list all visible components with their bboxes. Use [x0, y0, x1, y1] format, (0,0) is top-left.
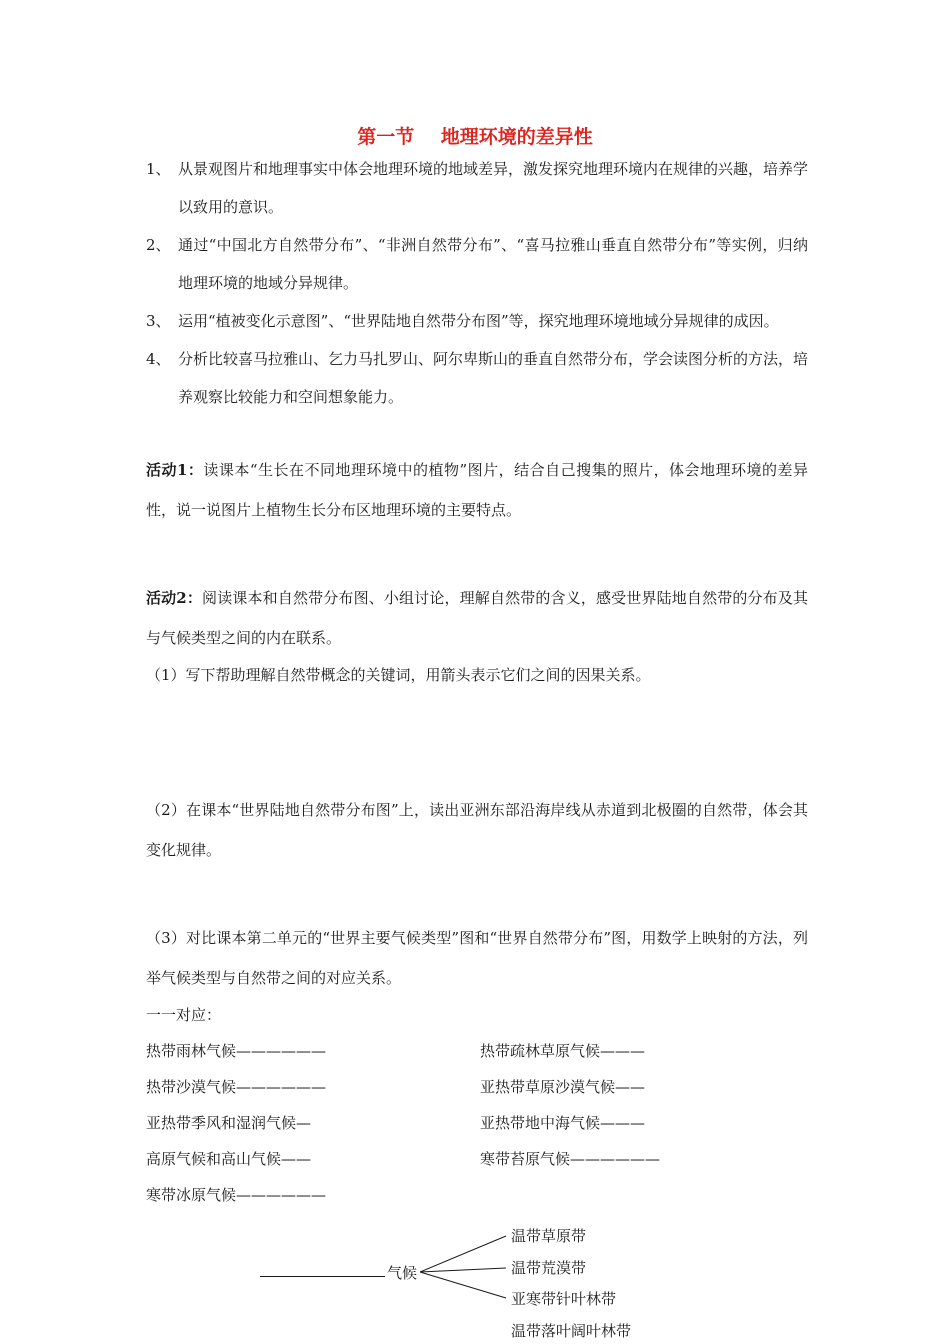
- objective-number: 2、: [146, 236, 171, 254]
- climate-left-2: 热带沙漠气候——————: [146, 1078, 327, 1096]
- objective-text: 运用“植被变化示意图”、“世界陆地自然带分布图”等，探究地理环境地域分异规律的成因。: [178, 312, 779, 330]
- objective-number: 4、: [146, 350, 171, 368]
- objective-number: 1、: [146, 160, 171, 178]
- connector-line: [420, 1236, 506, 1272]
- question-1: （1）写下帮助理解自然带概念的关键词，用箭头表示它们之间的因果关系。: [146, 666, 651, 684]
- activity-1-label: 活动1：: [146, 461, 204, 479]
- objective-text: 分析比较喜马拉雅山、乞力马扎罗山、阿尔卑斯山的垂直自然带分布，学会读图分析的方法，培养观察比较能力和空间想象能力。: [178, 350, 809, 406]
- objective-text: 从景观图片和地理事实中体会地理环境的地域差异，激发探究地理环境内在规律的兴趣，培养学以致用的意识。: [178, 160, 809, 216]
- diagram-target-zone: 亚寒带针叶林带: [511, 1290, 617, 1308]
- climate-left-3: 亚热带季风和湿润气候—: [146, 1114, 312, 1132]
- diagram-target-zone: 温带荒漠带: [511, 1259, 587, 1277]
- objective-number: 3、: [146, 312, 171, 330]
- climate-right-4: 寒带苔原气候——————: [480, 1150, 661, 1168]
- connector-line: [420, 1268, 506, 1272]
- objective-text: 通过“中国北方自然带分布”、“非洲自然带分布”、“喜马拉雅山垂直自然带分布”等实例，归纳地理环境的地域分异规律。: [178, 236, 808, 292]
- activity-1-text: 读课本“生长在不同地理环境中的植物”图片，结合自己搜集的照片，体会地理环境的差异性，说一说图片上植物生长分布区地理环境的主要特点。: [146, 461, 809, 519]
- question-3: （3）对比课本第二单元的“世界主要气候类型”图和“世界自然带分布”图，用数学上映射的方法，列举气候类型与自然带之间的对应关系。: [146, 929, 808, 987]
- diagram-target-zone: 温带草原带: [511, 1227, 587, 1245]
- climate-left-4: 高原气候和高山气候——: [146, 1150, 312, 1168]
- climate-right-3: 亚热带地中海气候———: [480, 1114, 646, 1132]
- diagram-target-zone: 温带落叶阔叶林带: [511, 1322, 632, 1340]
- page-title: 第一节 地理环境的差异性: [357, 126, 593, 148]
- one-to-one-heading: 一一对应：: [146, 1006, 222, 1024]
- climate-right-2: 亚热带草原沙漠气候——: [480, 1078, 646, 1096]
- climate-left-1: 热带雨林气候——————: [146, 1042, 327, 1060]
- activity-2-text: 阅读课本和自然带分布图、小组讨论，理解自然带的含义，感受世界陆地自然带的分布及其与气候类型之间的内在联系。: [146, 589, 808, 647]
- climate-right-1: 热带疏林草原气候———: [480, 1042, 646, 1060]
- activity-2-label: 活动2：: [146, 589, 203, 607]
- climate-left-5: 寒带冰原气候——————: [146, 1186, 327, 1204]
- connector-line: [420, 1272, 506, 1298]
- diagram-source-climate: 气候: [387, 1264, 418, 1282]
- question-2: （2）在课本“世界陆地自然带分布图”上，读出亚洲东部沿海岸线从赤道到北极圈的自然带，体会其变化规律。: [146, 801, 808, 859]
